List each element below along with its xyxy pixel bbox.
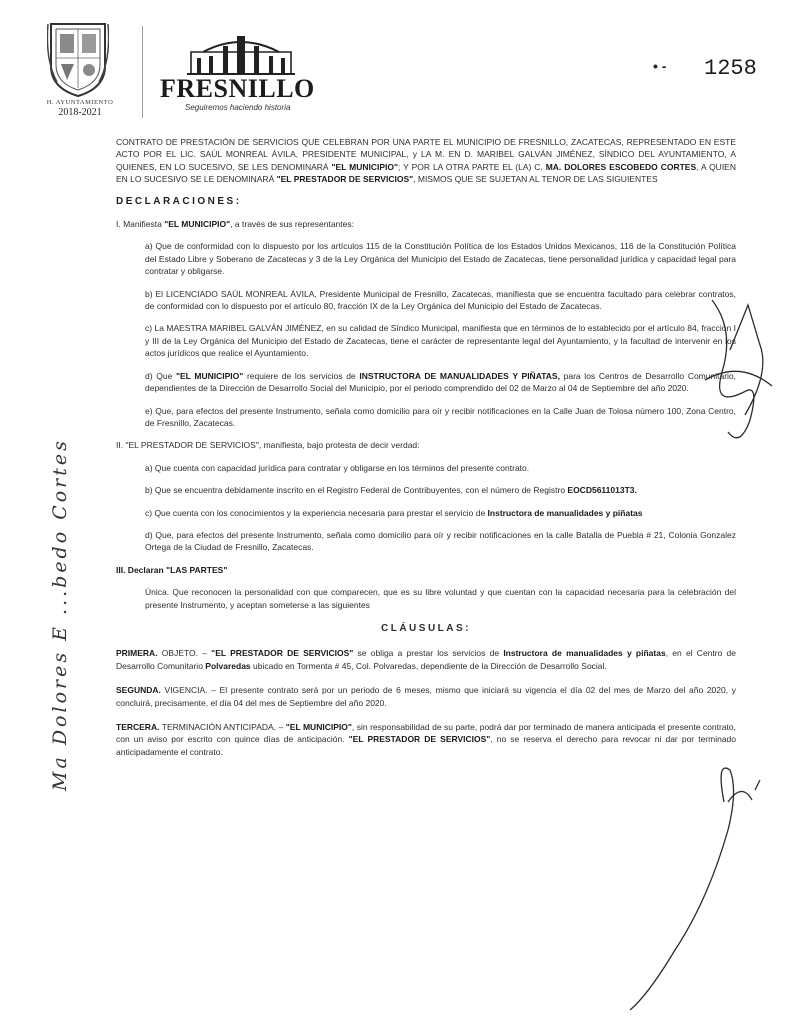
section-1-item-b: b) El LICENCIADO SAÚL MONREAL ÁVILA, Presidente Municipal de Fresnillo, Zacatecas, manifiesta que se encuentra facultado para celebrar contratos, de conformidad con lo dispuesto por el artículo 80, fracción IX de la Ley Orgánica del Municipio del Estado de Zacatecas.	[145, 288, 736, 312]
section-2-item-b: b) Que se encuentra debidamente inscrito en el Registro Federal de Contribuyentes, con el número de Registro EOCD5611013T3.	[145, 485, 637, 496]
section-2-heading: II. "EL PRESTADOR DE SERVICIOS", manifiesta, bajo protesta de decir verdad:	[116, 440, 420, 451]
brand-name: FRESNILLO	[160, 74, 315, 103]
clause-segunda: SEGUNDA. VIGENCIA. – El presente contrato será por un periodo de 6 meses, mismo que iniciará su vigencia el día 02 del mes de Marzo del año 2020, y concluirá, precisamente, el día 04 del mes de Septiembre del año 2020.	[116, 685, 736, 708]
section-2-item-d: d) Que, para efectos del presente Instrumento, señala como domicilio para oír y recibir notificaciones en la calle Batalla de Puebla # 21, Colonia Gonzalez Ortega de la Ciudad de Fresnillo, Zacatecas.	[145, 529, 736, 553]
signature-scribble-lower	[630, 768, 760, 1010]
section-3-heading: III. Declaran "LAS PARTES"	[116, 564, 228, 575]
handwritten-side-name: Ma Dolores E ...bedo Cortes	[49, 438, 71, 791]
section-1-item-e: e) Que, para efectos del presente Instrumento, señala como domicilio para oír y recibir notificaciones en la Calle Juan de Tolosa número 100, Zona Centro, de Fresnillo, Zacatecas.	[145, 405, 736, 428]
section-3-unica: Única. Que reconocen la personalidad con que comparecen, que es su libre voluntad y que cuentan con la capacidad necesaria para la celebración del presente Instrumento, y aceptan someterse a las siguientes	[145, 587, 736, 610]
clause-tercera: TERCERA. TERMINACIÓN ANTICIPADA. – "EL MUNICIPIO", sin responsabilidad de su parte, podrá dar por terminado de manera anticipada el presente contrato, con un aviso por escrito con quince días de anticipación. "EL PRESTADOR DE SERVICIOS", no se reserva el derecho para revocar ni dar por terminado anticipadamente el contrato.	[116, 722, 737, 757]
clause-primera: PRIMERA. OBJETO. – "EL PRESTADOR DE SERVICIOS" se obliga a prestar los servicios de Instructora de manualidades y piñatas, en el Centro de Desarrollo Comunitario Polvaredas ubicado en Tormenta # 45, Col. Polvaredas, dependiente de la Dirección de Desarrollo Social.	[116, 648, 736, 671]
section-2-item-c: c) Que cuenta con los conocimientos y la experiencia necesaria para prestar el servicio de Instructora de manualidades y piñatas	[145, 507, 643, 518]
folio-marks: • -	[653, 58, 667, 74]
section-1-item-a: a) Que de conformidad con lo dispuesto por los artículos 115 de la Constitución Política de los Estados Unidos Mexicanos, 116 de la Constitución Política del Estado Libre y Soberano de Zacatecas y 3 de la Ley Orgánica del Municipio del Estado de Zacatecas, tiene personalidad jurídica y capacidad legal para contratar y obligarse.	[145, 241, 736, 277]
section-1-heading: I. Manifiesta "EL MUNICIPIO", a través de sus representantes:	[116, 219, 354, 230]
section-1-item-d: d) Que "EL MUNICIPIO" requiere de los servicios de INSTRUCTORA DE MANUALIDADES Y PIÑATAS, para los Centros de Desarrollo Comunitario, dependientes de la Dirección de Desarrollo Social del Municipio, por el periodo comprendido del 02 de Marzo al 04 de Septiembre del año 2020.	[145, 370, 736, 394]
clausulas-heading: CLÁUSULAS:	[381, 622, 471, 634]
header-divider	[142, 26, 143, 118]
municipal-crest-logo	[47, 20, 109, 98]
contract-body	[116, 136, 736, 758]
contract-intro: CONTRATO DE PRESTACIÓN DE SERVICIOS QUE CELEBRAN POR UNA PARTE EL MUNICIPIO DE FRESNILLO, ZACATECAS, REPRESENTADO EN ESTE ACTO POR EL LIC. SAÚL MONREAL ÁVILA, PRESIDENTE MUNICIPAL, y LA M. EN D. MARIBEL GALVÁN JIMÉNEZ, SÍNDICO DEL AYUNTAMIENTO, A QUIENES, EN LO SUCESIVO, SE LES DENOMINARÁ "EL MUNICIPIO"; Y POR LA OTRA PARTE EL (LA) C. MA. DOLORES ESCOBEDO CORTES, A QUIEN EN LO SUCESIVO SE LE DENOMINARÁ "EL PRESTADOR DE SERVICIOS", MISMOS QUE SE SUJETAN AL TENOR DE LAS SIGUIENTES	[116, 137, 736, 185]
section-2-item-a: a) Que cuenta con capacidad jurídica para contratar y obligarse en los términos del presente contrato.	[145, 462, 530, 473]
fresnillo-skyline-logo	[183, 34, 299, 78]
section-1-item-c: c) La MAESTRA MARIBEL GALVÁN JIMÉNEZ, en su calidad de Síndico Municipal, manifiesta que en términos de lo establecido por el artículo 84, fracción I y III de la Ley Orgánica del Municipio del Estado de Zacatecas, tiene el carácter de representante legal del Ayuntamiento, y la facultad de intervenir en los actos jurídicos que realice el Ayuntamiento.	[145, 323, 736, 359]
brand-slogan: Seguiremos haciendo historia	[185, 103, 291, 112]
folio-number: 1258	[704, 56, 757, 81]
administration-period: 2018-2021	[58, 107, 102, 118]
ayuntamiento-label: H. AYUNTAMIENTO	[46, 99, 114, 106]
declaraciones-heading: DECLARACIONES:	[116, 195, 242, 207]
